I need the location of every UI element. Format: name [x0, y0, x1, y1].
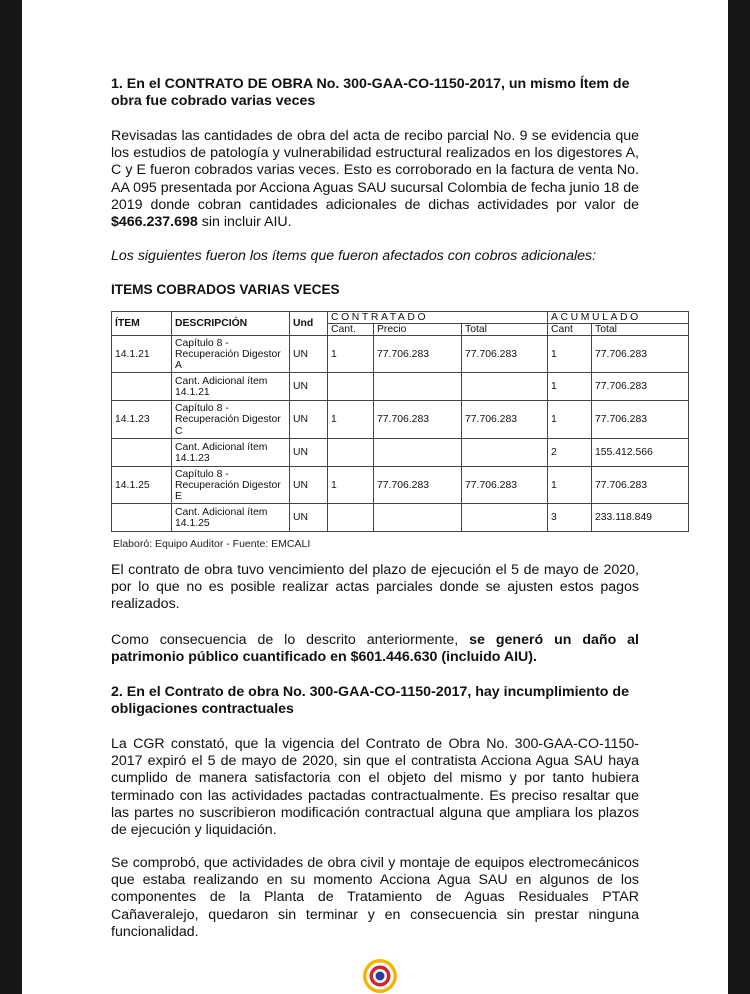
- cell-und: UN: [290, 467, 328, 504]
- section1-heading: 1. En el CONTRATO DE OBRA No. 300-GAA-CO-1150-2017, un mismo Ítem de obra fue cobrado varias veces: [111, 76, 630, 110]
- items-table: [111, 311, 689, 532]
- header-precio: Precio: [374, 324, 462, 336]
- cell-precio: 77.706.283: [374, 336, 462, 373]
- cell-und: UN: [290, 373, 328, 401]
- section2-paragraph1: La CGR constató, que la vigencia del Contrato de Obra No. 300-GAA-CO-1150-2017 expiró el 5 de mayo de 2020, sin que el contratista Acciona Agua SAU haya cumplido de manera satisfactoria con el objeto del mismo y por tanto hubiera terminado con las actividades pactadas contractualmente. Es preciso resaltar que las partes no suscribieron modificación contractual alguna que ampliara los plazos de ejecución y liquidación.: [111, 736, 639, 839]
- table-row: [112, 467, 689, 504]
- cell-acum-total: 155.412.566: [592, 439, 689, 467]
- cell-desc: Cant. Adicional ítem 14.1.21: [172, 373, 290, 401]
- cell-acum-total: 233.118.849: [592, 504, 689, 532]
- cell-desc: Cant. Adicional ítem 14.1.25: [172, 504, 290, 532]
- section1-intro: Los siguientes fueron los ítems que fueron afectados con cobros adicionales:: [111, 248, 597, 264]
- paragraph-consequence-text: Como consecuencia de lo descrito anteriormente,: [111, 632, 470, 648]
- header-und: Und: [290, 312, 328, 336]
- cell-acum-cant: 1: [548, 401, 592, 439]
- cell-precio: [374, 504, 462, 532]
- cell-total: 77.706.283: [462, 336, 548, 373]
- cell-acum-cant: 1: [548, 373, 592, 401]
- section2-heading: 2. En el Contrato de obra No. 300-GAA-CO-1150-2017, hay incumplimiento de obligaciones contractuales: [111, 684, 629, 718]
- cell-cant: [328, 504, 374, 532]
- cell-precio: 77.706.283: [374, 401, 462, 439]
- table-row: [112, 504, 689, 532]
- header-acum-total: Total: [592, 324, 689, 336]
- cell-item: 14.1.25: [112, 467, 172, 504]
- paragraph-deadline: El contrato de obra tuvo vencimiento del plazo de ejecución el 5 de mayo de 2020, por lo que no es posible realizar actas parciales donde se ajusten estos pagos realizados.: [111, 562, 639, 613]
- table-title: ITEMS COBRADOS VARIAS VECES: [111, 282, 340, 297]
- cell-cant: 1: [328, 336, 374, 373]
- header-acumulado: ACUMULADO: [548, 312, 689, 324]
- header-descripcion: DESCRIPCIÓN: [172, 312, 290, 336]
- table-caption: Elaboró: Equipo Auditor - Fuente: EMCALI: [113, 538, 311, 550]
- header-acum-cant: Cant: [548, 324, 592, 336]
- logo-inner-dot: [376, 972, 385, 981]
- cell-desc: Cant. Adicional ítem 14.1.23: [172, 439, 290, 467]
- cell-item: [112, 373, 172, 401]
- header-cant: Cant.: [328, 324, 374, 336]
- cell-und: UN: [290, 439, 328, 467]
- cell-desc: Capítulo 8 - Recuperación Digestor A: [172, 336, 290, 373]
- cell-und: UN: [290, 504, 328, 532]
- cell-precio: 77.706.283: [374, 467, 462, 504]
- cgr-logo-icon: [362, 958, 398, 994]
- cell-acum-total: 77.706.283: [592, 467, 689, 504]
- section1-paragraph1-tail: sin incluir AIU.: [197, 214, 292, 231]
- left-frame: [0, 0, 22, 994]
- table-row: [112, 373, 689, 401]
- section1-amount: $466.237.698: [111, 214, 198, 231]
- header-item: ÍTEM: [112, 312, 172, 336]
- cell-precio: [374, 439, 462, 467]
- cell-acum-total: 77.706.283: [592, 336, 689, 373]
- cell-total: [462, 504, 548, 532]
- cell-desc: Capítulo 8 - Recuperación Digestor C: [172, 401, 290, 439]
- cell-cant: 1: [328, 467, 374, 504]
- cell-acum-total: 77.706.283: [592, 401, 689, 439]
- cell-und: UN: [290, 401, 328, 439]
- header-contratado: CONTRATADO: [328, 312, 548, 324]
- cell-item: 14.1.23: [112, 401, 172, 439]
- cell-und: UN: [290, 336, 328, 373]
- cell-acum-cant: 3: [548, 504, 592, 532]
- cell-item: [112, 439, 172, 467]
- section2-paragraph2: Se comprobó, que actividades de obra civil y montaje de equipos electromecánicos que estaba realizando en su momento Acciona Agua SAU en algunos de los componentes de la Planta de Tratamiento de Aguas Residuales PTAR Cañaveralejo, quedaron sin terminar y en consecuencia sin prestar ninguna funcionalidad.: [111, 855, 639, 940]
- cell-cant: 1: [328, 401, 374, 439]
- section1-paragraph1-text: Revisadas las cantidades de obra del acta de recibo parcial No. 9 se evidencia que los estudios de patología y vulnerabilidad estructural realizados en los digestores A, C y E fueron cobrados varias veces. Esto es corroborado en la factura de venta No. AA 095 presentada por Acciona Aguas SAU sucursal Colombia de fecha junio 18 de 2019 donde cobran cantidades adicionales de dichas actividades por valor de: [111, 128, 639, 213]
- cell-total: 77.706.283: [462, 401, 548, 439]
- cell-item: 14.1.21: [112, 336, 172, 373]
- cell-precio: [374, 373, 462, 401]
- table-row: [112, 336, 689, 373]
- paragraph-consequence: [111, 632, 639, 666]
- table-row: [112, 439, 689, 467]
- right-frame: [728, 0, 750, 994]
- table-row: [112, 401, 689, 439]
- header-total: Total: [462, 324, 548, 336]
- cell-acum-total: 77.706.283: [592, 373, 689, 401]
- cell-acum-cant: 1: [548, 467, 592, 504]
- cell-total: 77.706.283: [462, 467, 548, 504]
- cell-cant: [328, 373, 374, 401]
- section1-paragraph1: [111, 128, 639, 231]
- cell-item: [112, 504, 172, 532]
- table-header-row: [112, 312, 689, 324]
- cell-total: [462, 373, 548, 401]
- document-page: [22, 0, 728, 994]
- cell-cant: [328, 439, 374, 467]
- cell-acum-cant: 2: [548, 439, 592, 467]
- cell-acum-cant: 1: [548, 336, 592, 373]
- cell-total: [462, 439, 548, 467]
- cell-desc: Capítulo 8 - Recuperación Digestor E: [172, 467, 290, 504]
- damage-statement: se generó un daño al patrimonio público cuantificado en $601.446.630 (incluido AIU).: [111, 632, 640, 666]
